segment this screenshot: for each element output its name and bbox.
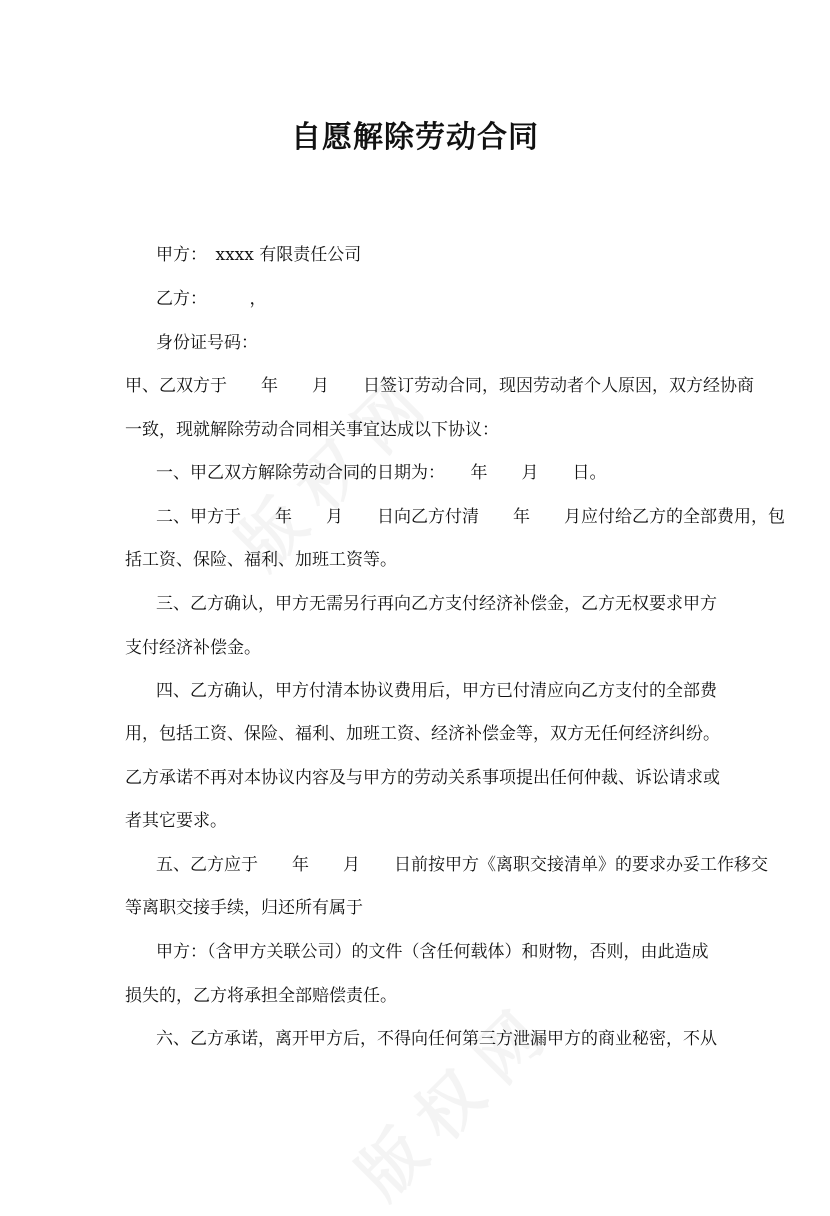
clause-5-line-4: 损失的，乙方将承担全部赔偿责任。 (125, 986, 397, 1006)
clause-2-line-2: 括工资、保险、福利、加班工资等。 (125, 550, 397, 570)
clause-5-line-1: 五、乙方应于 年 月 日前按甲方《离职交接清单》的要求办妥工作移交 (156, 855, 768, 875)
clause-1: 一、甲乙双方解除劳动合同的日期为： 年 月 日。 (156, 463, 607, 483)
clause-4-line-1: 四、乙方确认，甲方付清本协议费用后，甲方已付清应向乙方支付的全部费 (156, 681, 717, 701)
document-title: 自愿解除劳动合同 (291, 120, 539, 155)
clause-4-line-3: 乙方承诺不再对本协议内容及与甲方的劳动关系事项提出任何仲裁、诉讼请求或 (125, 768, 720, 788)
clause-5-line-2: 等离职交接手续，归还所有属于 (125, 898, 363, 918)
clause-5-line-3: 甲方：（含甲方关联公司）的文件（含任何载体）和财物，否则，由此造成 (156, 942, 709, 962)
clause-3-line-2: 支付经济补偿金。 (125, 638, 261, 658)
clause-2-line-1: 二、甲方于 年 月 日向乙方付清 年 月应付给乙方的全部费用，包 (156, 507, 785, 527)
watermark (333, 976, 572, 1215)
clause-4-line-4: 者其它要求。 (125, 811, 227, 831)
id-number-line: 身份证号码： (156, 333, 258, 353)
preamble-line-1: 甲、乙双方于 年 月 日签订劳动合同，现因劳动者个人原因，双方经协商 (125, 376, 754, 396)
party-a-line: 甲方： xxxx 有限责任公司 (156, 245, 362, 265)
clause-4-line-2: 用，包括工资、保险、福利、加班工资、经济补偿金等，双方无任何经济纠纷。 (125, 724, 720, 744)
clause-3-line-1: 三、乙方确认，甲方无需另行再向乙方支付经济补偿金，乙方无权要求甲方 (156, 594, 717, 614)
clause-6-line-1: 六、乙方承诺，离开甲方后，不得向任何第三方泄漏甲方的商业秘密，不从 (156, 1029, 717, 1049)
party-b-line: 乙方： ， (156, 289, 267, 309)
preamble-line-2: 一致，现就解除劳动合同相关事宜达成以下协议： (125, 420, 499, 440)
